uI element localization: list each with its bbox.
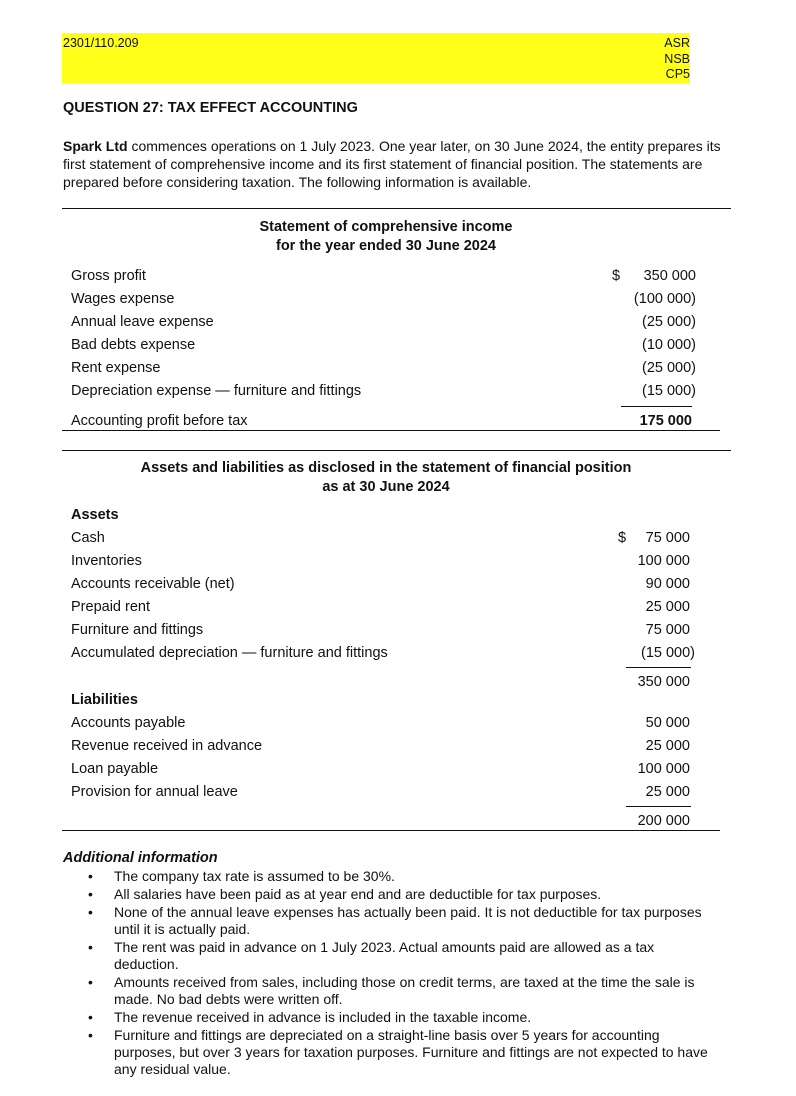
list-item: • The company tax rate is assumed to be 30%. [82,868,722,885]
income-row [71,291,696,313]
asset-row [71,599,690,621]
income-row [71,337,696,359]
asset-row [71,553,690,575]
income-title-line2: for the year ended 30 June 2024 [275,238,496,254]
currency-symbol: $ [612,268,621,284]
row-amount: (25 000) [641,360,696,376]
row-amount: (15 000) [640,645,695,661]
row-label: Annual leave expense [71,314,214,330]
row-amount: 75 000 [645,622,690,638]
liability-row [71,761,690,783]
row-label: Rent expense [71,360,161,376]
row-amount: (25 000) [641,314,696,330]
income-row [71,383,696,405]
row-label: Wages expense [71,291,175,307]
list-item: • Amounts received from sales, including those on credit terms, are taxed at the time the sale is made. No bad debts were written off. [82,974,722,1008]
income-total-row [71,413,692,435]
liabilities-total: 200 000 [637,813,690,829]
row-label: Accumulated depreciation — furniture and fittings [71,645,388,661]
row-amount: 25 000 [645,784,690,800]
section-divider [62,208,731,209]
row-amount: 50 000 [645,715,690,731]
currency-symbol: $ [618,530,627,546]
liability-row [71,715,690,737]
balance-title-line1: Assets and liabilities as disclosed in the statement of financial position [140,460,632,476]
row-label: Furniture and fittings [71,622,204,638]
income-row [71,360,696,382]
liability-row [71,784,690,806]
list-item: • The rent was paid in advance on 1 July 2023. Actual amounts paid are allowed as a tax deduction. [82,939,722,973]
header-tag: ASR [664,36,690,50]
intro-paragraph [63,137,723,191]
asset-row [71,576,690,598]
question-title: QUESTION 27: TAX EFFECT ACCOUNTING [63,100,358,116]
subtotal-line [626,667,691,668]
income-statement-title [62,218,710,256]
balance-sheet-title [62,459,710,497]
row-label: Accounts receivable (net) [71,576,235,592]
row-label: Prepaid rent [71,599,150,615]
row-amount: 25 000 [645,738,690,754]
row-amount: 90 000 [645,576,690,592]
total-amount: 175 000 [639,413,692,429]
row-amount: 100 000 [637,553,690,569]
header-banner [62,33,690,83]
row-amount: 350 000 [643,268,696,284]
section-divider [62,830,720,831]
row-label: Bad debts expense [71,337,196,353]
row-label: Accounts payable [71,715,186,731]
header-tag: NSB [664,51,690,66]
asset-row [71,622,690,644]
row-amount: (10 000) [641,337,696,353]
subtotal-line [626,806,691,807]
subtotal-line [621,406,692,407]
assets-total-row [71,674,690,696]
total-label: Accounting profit before tax [71,413,248,429]
liabilities-heading: Liabilities [71,692,138,708]
row-label: Provision for annual leave [71,784,238,800]
liability-row [71,738,690,760]
row-label: Depreciation expense — furniture and fittings [71,383,362,399]
row-amount: 25 000 [645,599,690,615]
row-amount: (100 000) [633,291,696,307]
list-item: • None of the annual leave expenses has actually been paid. It is not deductible for tax purposes until it is actually paid. [82,904,722,938]
row-label: Inventories [71,553,142,569]
balance-title-line2: as at 30 June 2024 [322,479,450,495]
list-item: • Furniture and fittings are depreciated on a straight-line basis over 5 years for accounting purposes, but over 3 years for taxation purposes. Furniture and fittings are not expected to have any residual value. [82,1027,722,1078]
row-amount: 75 000 [645,530,690,546]
income-row [71,314,696,336]
document-code: 2301/110.209 [63,36,139,50]
header-tags [664,36,690,83]
income-title-line1: Statement of comprehensive income [259,219,513,235]
liabilities-total-row [71,813,690,835]
row-amount: 100 000 [637,761,690,777]
income-row [71,268,696,290]
list-item: • All salaries have been paid as at year end and are deductible for tax purposes. [82,886,722,903]
row-label: Revenue received in advance [71,738,263,754]
row-amount: (15 000) [641,383,696,399]
asset-row [71,645,695,667]
additional-info-list [82,868,722,1079]
row-label: Gross profit [71,268,146,284]
section-divider [62,430,720,431]
assets-total: 350 000 [637,674,690,690]
additional-info-heading: Additional information [63,850,218,866]
row-label: Loan payable [71,761,159,777]
header-tag: CP5 [665,67,690,81]
company-name: Spark Ltd [63,138,128,154]
asset-row [71,530,690,552]
section-divider [62,450,731,451]
intro-text: commences operations on 1 July 2023. One year later, on 30 June 2024, the entity prepares its first statement of comprehensive income and its first statement of financial position. The statements are prepared before considering taxation. The following information is available. [63,138,721,190]
assets-heading: Assets [71,507,119,523]
row-label: Cash [71,530,105,546]
list-item: • The revenue received in advance is included in the taxable income. [82,1009,722,1026]
